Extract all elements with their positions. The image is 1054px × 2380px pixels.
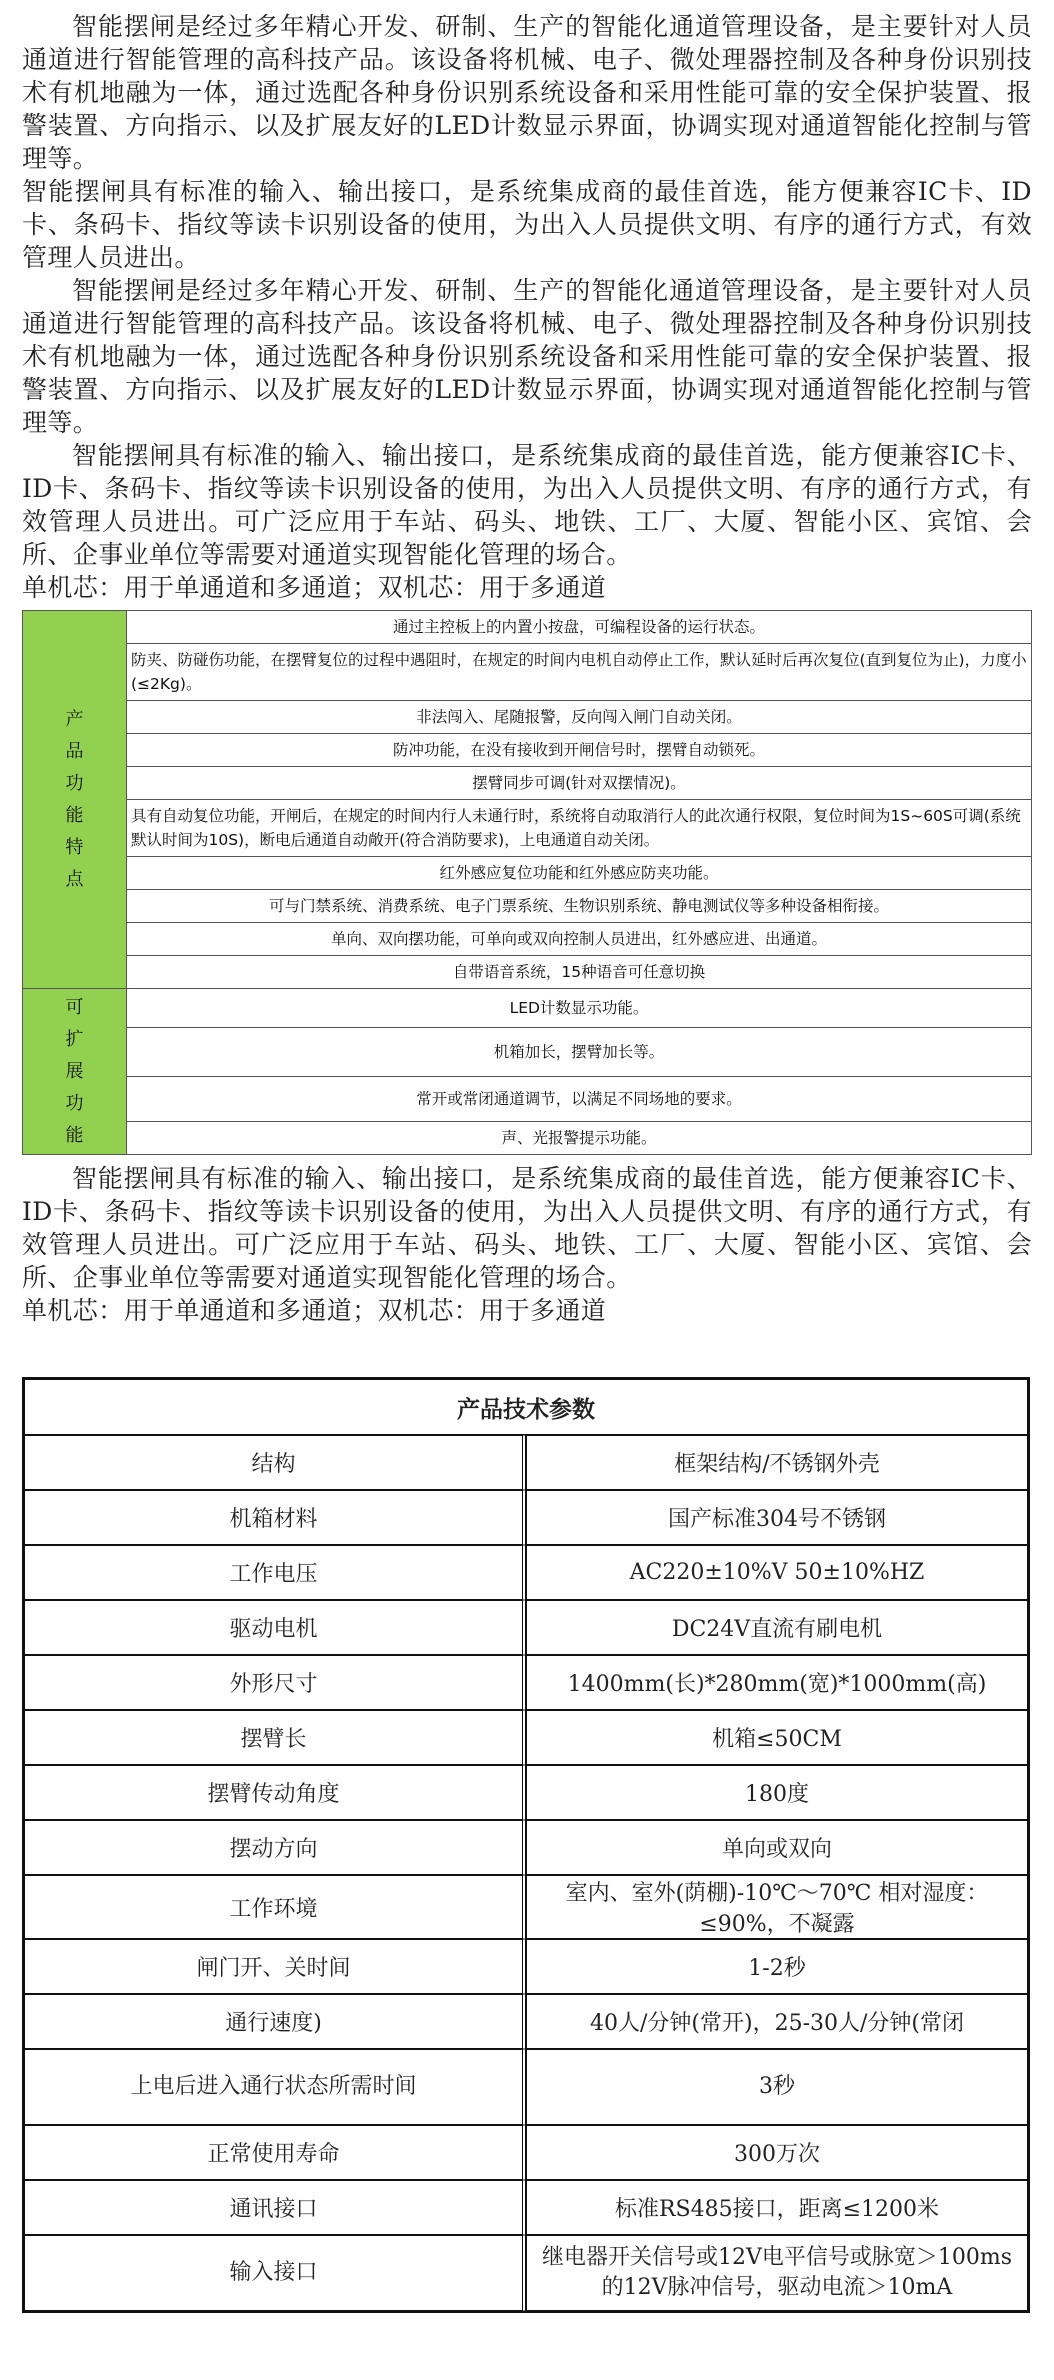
feature-table [22,610,1032,1155]
spec-key: 通讯接口 [24,2180,526,2235]
spec-key: 驱动电机 [24,1600,526,1655]
spec-title: 产品技术参数 [24,1379,1028,1435]
spec-key: 摆臂传动角度 [24,1765,526,1820]
feature-row: 机箱加长，摆臂加长等。 [127,1028,1032,1077]
feature-row: 具有自动复位功能，开闸后，在规定的时间内行人未通行时，系统将自动取消行人的此次通行权限，复位时间为1S~60S可调(系统默认时间为10S)，断电后通道自动敞开(符合消防要求)，上电通道自动关闭。 [127,800,1032,857]
spec-key: 输入接口 [24,2235,526,2311]
intro-paragraph: 智能摆闸具有标准的输入、输出接口，是系统集成商的最佳首选，能方便兼容IC卡、ID卡、条码卡、指纹等读卡识别设备的使用，为出入人员提供文明、有序的通行方式，有效管理人员进出。 [22,177,1032,272]
spec-value: 继电器开关信号或12V电平信号或脉宽＞100ms的12V脉冲信号，驱动电流＞10mA [526,2235,1028,2311]
mid-text [22,1162,1032,1327]
spec-key: 工作电压 [24,1545,526,1600]
spec-value: 1400mm(长)*280mm(宽)*1000mm(高) [526,1655,1028,1710]
category-product-features: 产 品 功 能 特 点 [23,611,127,989]
spec-value: 国产标准304号不锈钢 [526,1490,1028,1545]
spec-key: 机箱材料 [24,1490,526,1545]
spec-value: 180度 [526,1765,1028,1820]
spec-value: 单向或双向 [526,1820,1028,1875]
spec-key: 闸门开、关时间 [24,1939,526,1994]
spec-key: 通行速度) [24,1994,526,2049]
feature-row: 防冲功能，在没有接收到开闸信号时，摆臂自动锁死。 [127,734,1032,767]
feature-row: 通过主控板上的内置小按盘，可编程设备的运行状态。 [127,611,1032,644]
spec-value: 框架结构/不锈钢外壳 [526,1435,1028,1490]
intro-paragraph: 智能摆闸具有标准的输入、输出接口，是系统集成商的最佳首选，能方便兼容IC卡、ID卡、条码卡、指纹等读卡识别设备的使用，为出入人员提供文明、有序的通行方式，有效管理人员进出。可广泛应用于车站、码头、地铁、工厂、大厦、智能小区、宾馆、会所、企事业单位等需要对通道实现智能化管理的场合。 [22,441,1032,569]
intro-note: 单机芯：用于单通道和多通道；双机芯：用于多通道 [22,573,607,602]
spec-value: 机箱≤50CM [526,1710,1028,1765]
mid-note: 单机芯：用于单通道和多通道；双机芯：用于多通道 [22,1296,607,1325]
feature-row: 摆臂同步可调(针对双摆情况)。 [127,767,1032,800]
spec-key: 结构 [24,1435,526,1490]
intro-paragraph: 智能摆闸是经过多年精心开发、研制、生产的智能化通道管理设备，是主要针对人员通道进行智能管理的高科技产品。该设备将机械、电子、微处理器控制及各种身份识别技术有机地融为一体，通过选配各种身份识别系统设备和采用性能可靠的安全保护装置、报警装置、方向指示、以及扩展友好的LED计数显示界面，协调实现对通道智能化控制与管理等。 [22,276,1032,437]
spec-value: 300万次 [526,2125,1028,2180]
spec-key: 正常使用寿命 [24,2125,526,2180]
spec-key: 上电后进入通行状态所需时间 [24,2049,526,2125]
spec-value: DC24V直流有刷电机 [526,1600,1028,1655]
spec-value: AC220±10%V 50±10%HZ [526,1545,1028,1600]
spec-key: 外形尺寸 [24,1655,526,1710]
feature-row: 声、光报警提示功能。 [127,1122,1032,1155]
feature-row: 非法闯入、尾随报警，反向闯入闸门自动关闭。 [127,701,1032,734]
category-extended-features: 可 扩 展 功 能 [23,989,127,1155]
spec-value: 3秒 [526,2049,1028,2125]
feature-row: 常开或常闭通道调节，以满足不同场地的要求。 [127,1077,1032,1122]
spec-key: 摆动方向 [24,1820,526,1875]
spec-table [22,1377,1030,2313]
mid-paragraph: 智能摆闸具有标准的输入、输出接口，是系统集成商的最佳首选，能方便兼容IC卡、ID卡、条码卡、指纹等读卡识别设备的使用，为出入人员提供文明、有序的通行方式，有效管理人员进出。可广泛应用于车站、码头、地铁、工厂、大厦、智能小区、宾馆、会所、企事业单位等需要对通道实现智能化管理的场合。 [22,1164,1032,1292]
feature-row: 红外感应复位功能和红外感应防夹功能。 [127,857,1032,890]
spec-value: 标准RS485接口，距离≤1200米 [526,2180,1028,2235]
spec-value: 1-2秒 [526,1939,1028,1994]
spec-key: 工作环境 [24,1875,526,1939]
feature-row: 可与门禁系统、消费系统、电子门票系统、生物识别系统、静电测试仪等多种设备相衔接。 [127,890,1032,923]
intro-text [22,10,1032,604]
feature-row: 自带语音系统，15种语音可任意切换 [127,956,1032,989]
spec-value: 40人/分钟(常开)，25-30人/分钟(常闭 [526,1994,1028,2049]
spec-value: 室内、室外(荫棚)-10℃～70℃ 相对湿度：≤90%，不凝露 [526,1875,1028,1939]
feature-row: 单向、双向摆功能，可单向或双向控制人员进出，红外感应进、出通道。 [127,923,1032,956]
spec-key: 摆臂长 [24,1710,526,1765]
feature-row: 防夹、防碰伤功能，在摆臂复位的过程中遇阻时，在规定的时间内电机自动停止工作，默认延时后再次复位(直到复位为止)，力度小(≤2Kg)。 [127,644,1032,701]
intro-paragraph: 智能摆闸是经过多年精心开发、研制、生产的智能化通道管理设备，是主要针对人员通道进行智能管理的高科技产品。该设备将机械、电子、微处理器控制及各种身份识别技术有机地融为一体，通过选配各种身份识别系统设备和采用性能可靠的安全保护装置、报警装置、方向指示、以及扩展友好的LED计数显示界面，协调实现对通道智能化控制与管理等。 [22,12,1032,173]
feature-row: LED计数显示功能。 [127,989,1032,1028]
